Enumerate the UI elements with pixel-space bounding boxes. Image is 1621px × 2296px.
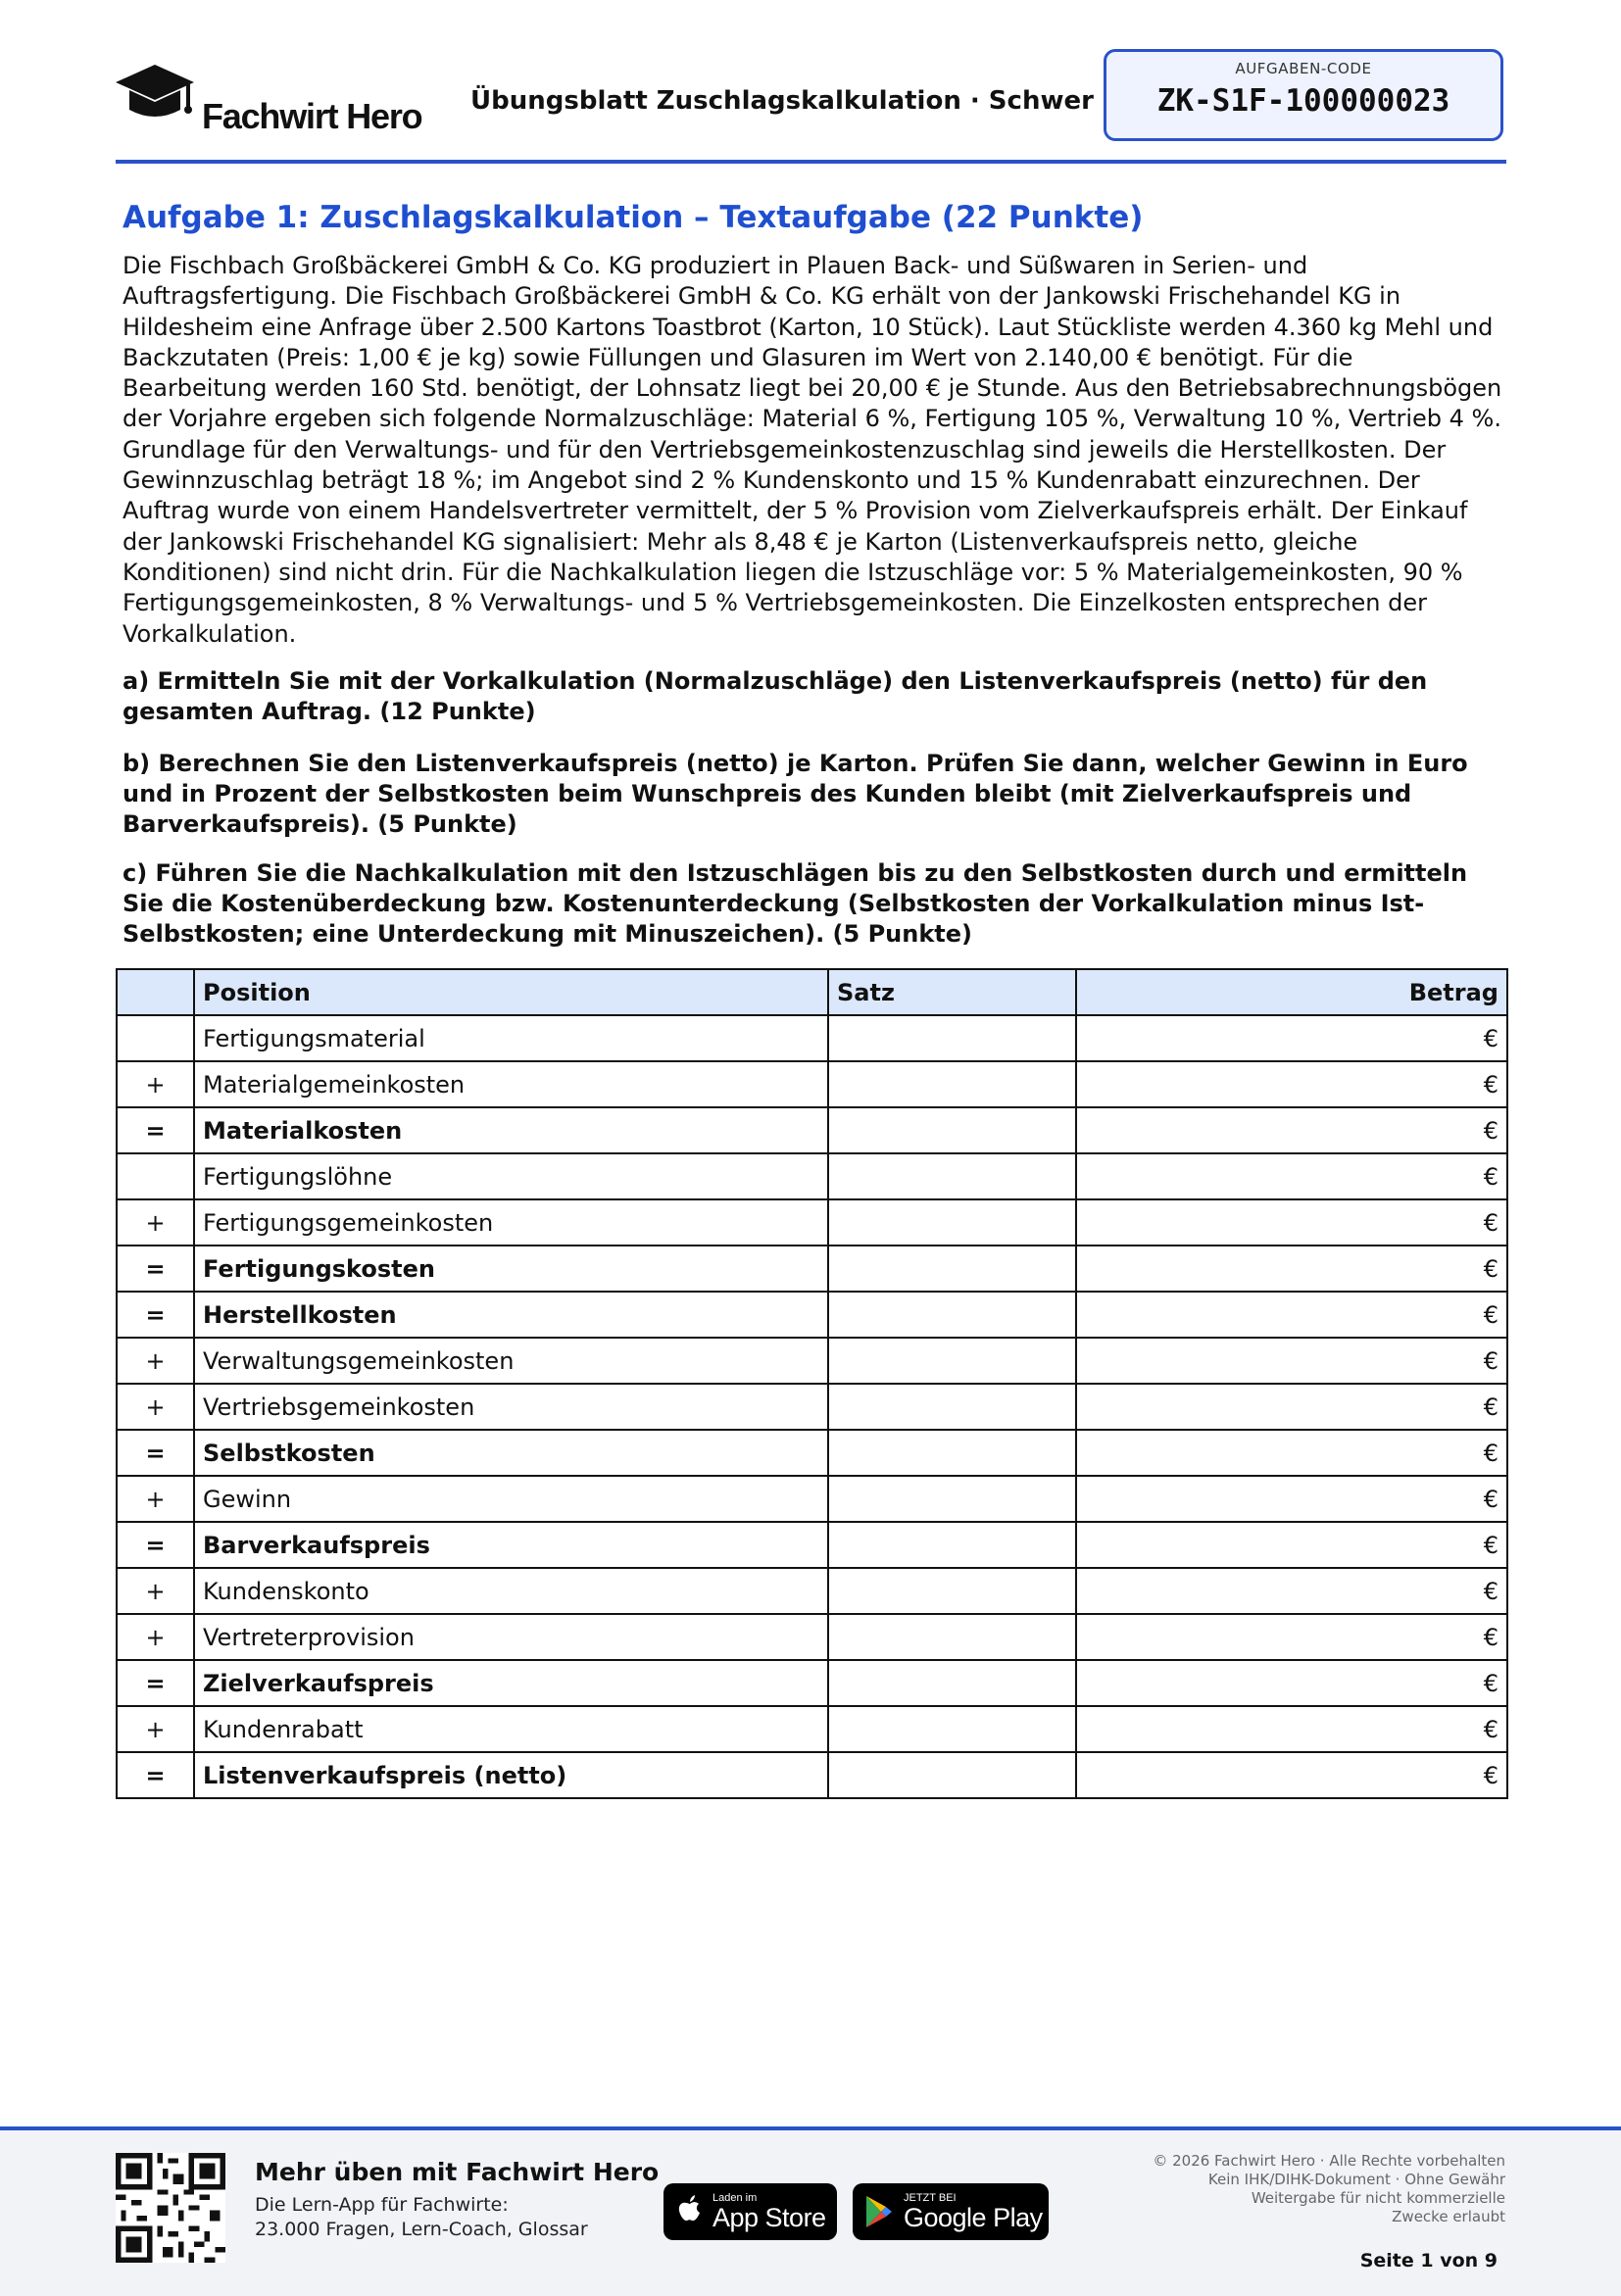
table-row [117, 1061, 1507, 1107]
row-amount-cell[interactable]: € [1076, 1015, 1507, 1061]
row-amount-cell[interactable]: € [1076, 1476, 1507, 1522]
promo-text [255, 2193, 608, 2242]
qr-code-icon[interactable] [116, 2153, 225, 2263]
row-amount-cell[interactable]: € [1076, 1061, 1507, 1107]
row-operator: = [117, 1430, 194, 1476]
row-operator: = [117, 1292, 194, 1338]
row-amount-cell[interactable]: € [1076, 1706, 1507, 1752]
row-rate-cell[interactable] [828, 1660, 1076, 1706]
task-description: Die Fischbach Großbäckerei GmbH & Co. KG produziert in Plauen Back- und Süßwaren in Serien- und Auftragsfertigung. Die Fischbach Großbäckerei GmbH & Co. KG erhält von der Jankowski Frischehandel KG in Hildesheim eine Anfrage über 2.500 Kartons Toastbrot (Karton, 10 Stück). Laut Stückliste werden 4.360 kg Mehl und Backzutaten (Preis: 1,00 € je kg) sowie Füllungen und Glasuren im Wert von 2.140,00 € benötigt. Für die Bearbeitung werden 160 Std. benötigt, der Lohnsatz liegt bei 20,00 € je Stunde. Aus den Betriebsabrechnungsbögen der Vorjahre ergeben sich folgende Normalzuschläge: Material 6 %, Fertigung 105 %, Verwaltung 10 %, Vertrieb 4 %. Grundlage für den Verwaltungs- und für den Vertriebsgemeinkostenzuschlag sind jeweils die Herstellkosten. Der Gewinnzuschlag beträgt 18 %; im Angebot sind 2 % Kundenskonto und 15 % Kundenrabatt einzurechnen. Der Auftrag wurde von einem Handelsvertreter vermittelt, der 5 % Provision vom Zielverkaufspreis erhält. Der Einkauf der Jankowski Frischehandel KG signalisiert: Mehr als 8,48 € je Karton (Listenverkaufspreis netto, gleiche Konditionen) sind nicht drin. Für die Nachkalkulation liegen die Istzuschläge vor: 5 % Materialgemeinkosten, 90 % Fertigungsgemeinkosten, 8 % Verwaltungs- und 5 % Vertriebsgemeinkosten. Die Einzelkosten entsprechen der Vorkalkulation. [123, 252, 1502, 648]
table-row [117, 1384, 1507, 1430]
row-operator: = [117, 1522, 194, 1568]
google-play-button[interactable] [853, 2183, 1049, 2240]
row-operator: + [117, 1706, 194, 1752]
row-amount-cell[interactable]: € [1076, 1752, 1507, 1798]
sheet-title: Übungsblatt Zuschlagskalkulation · Schwer [470, 86, 1094, 116]
row-operator: + [117, 1338, 194, 1384]
row-amount-cell[interactable]: € [1076, 1107, 1507, 1153]
apple-icon [677, 2195, 703, 2226]
task-title: Aufgabe 1: Zuschlagskalkulation – Textaufgabe (22 Punkte) [123, 200, 1144, 235]
row-position: Fertigungskosten [194, 1246, 828, 1292]
google-play-big-text: Google Play [904, 2203, 1043, 2232]
row-amount-cell[interactable]: € [1076, 1153, 1507, 1199]
google-play-icon [864, 2195, 894, 2228]
table-row [117, 1246, 1507, 1292]
row-rate-cell[interactable] [828, 1061, 1076, 1107]
row-rate-cell[interactable] [828, 1199, 1076, 1246]
table-row [117, 1107, 1507, 1153]
table-row [117, 1614, 1507, 1660]
row-position: Verwaltungsgemeinkosten [194, 1338, 828, 1384]
table-row [117, 1338, 1507, 1384]
graduation-cap-icon [116, 65, 194, 129]
row-amount-cell[interactable]: € [1076, 1568, 1507, 1614]
row-rate-cell[interactable] [828, 1384, 1076, 1430]
row-position: Kundenrabatt [194, 1706, 828, 1752]
table-row [117, 1752, 1507, 1798]
promo-line-2: 23.000 Fragen, Lern-Coach, Glossar [255, 2219, 588, 2240]
row-operator: + [117, 1061, 194, 1107]
app-store-small-text: Laden im [712, 2192, 758, 2204]
row-amount-cell[interactable]: € [1076, 1430, 1507, 1476]
table-header-row [117, 969, 1507, 1015]
legal-line-2: Kein IHK/DIHK-Dokument · Ohne Gewähr [1207, 2171, 1505, 2188]
row-position: Gewinn [194, 1476, 828, 1522]
header-position: Position [194, 969, 828, 1015]
row-amount-cell[interactable]: € [1076, 1384, 1507, 1430]
header-divider [116, 160, 1506, 164]
table-row [117, 1199, 1507, 1246]
row-amount-cell[interactable]: € [1076, 1660, 1507, 1706]
subtask-c: c) Führen Sie die Nachkalkulation mit den Istzuschlägen bis zu den Selbstkosten durch und ermitteln Sie die Kostenüberdeckung bzw. Kostenunterdeckung (Selbstkosten der Vorkalkulation minus Ist-Selbstkosten; eine Unterdeckung mit Minuszeichen). (5 Punkte) [123, 859, 1468, 948]
row-operator: = [117, 1752, 194, 1798]
row-rate-cell[interactable] [828, 1015, 1076, 1061]
row-amount-cell[interactable]: € [1076, 1246, 1507, 1292]
row-amount-cell[interactable]: € [1076, 1338, 1507, 1384]
page-number: Seite 1 von 9 [1359, 2250, 1498, 2272]
row-operator [117, 1015, 194, 1061]
brand-name: Fachwirt Hero [202, 96, 422, 136]
row-operator: + [117, 1614, 194, 1660]
row-position: Listenverkaufspreis (netto) [194, 1752, 828, 1798]
table-row [117, 1660, 1507, 1706]
row-operator: + [117, 1199, 194, 1246]
row-position: Fertigungsgemeinkosten [194, 1199, 828, 1246]
app-store-button[interactable] [663, 2183, 837, 2240]
row-position: Herstellkosten [194, 1292, 828, 1338]
brand-logo [116, 65, 449, 136]
task-code-label: AUFGABEN-CODE [1235, 60, 1372, 77]
google-play-small-text: JETZT BEI [904, 2192, 957, 2204]
row-rate-cell[interactable] [828, 1338, 1076, 1384]
row-rate-cell[interactable] [828, 1107, 1076, 1153]
row-position: Fertigungsmaterial [194, 1015, 828, 1061]
page-header [116, 49, 1506, 163]
row-amount-cell[interactable]: € [1076, 1199, 1507, 1246]
row-position: Vertreterprovision [194, 1614, 828, 1660]
table-row [117, 1476, 1507, 1522]
row-amount-cell[interactable]: € [1076, 1522, 1507, 1568]
row-position: Zielverkaufspreis [194, 1660, 828, 1706]
header-operator [117, 969, 194, 1015]
header-amount: Betrag [1076, 969, 1507, 1015]
row-operator: = [117, 1246, 194, 1292]
legal-line-4: Zwecke erlaubt [1392, 2208, 1505, 2225]
task-code-box [1104, 49, 1503, 141]
row-operator [117, 1153, 194, 1199]
row-operator: = [117, 1107, 194, 1153]
row-rate-cell[interactable] [828, 1614, 1076, 1660]
row-rate-cell[interactable] [828, 1246, 1076, 1292]
row-rate-cell[interactable] [828, 1476, 1076, 1522]
app-store-big-text: App Store [712, 2203, 826, 2232]
table-row [117, 1015, 1507, 1061]
row-rate-cell[interactable] [828, 1706, 1076, 1752]
header-rate: Satz [828, 969, 1076, 1015]
table-row [117, 1292, 1507, 1338]
row-position: Fertigungslöhne [194, 1153, 828, 1199]
row-position: Materialgemeinkosten [194, 1061, 828, 1107]
subtask-a: a) Ermitteln Sie mit der Vorkalkulation (Normalzuschläge) den Listenverkaufspreis (netto) für den gesamten Auftrag. (12 Punkte) [123, 667, 1428, 725]
promo-title: Mehr üben mit Fachwirt Hero [255, 2158, 660, 2186]
row-operator: = [117, 1660, 194, 1706]
row-position: Barverkaufspreis [194, 1522, 828, 1568]
table-row [117, 1568, 1507, 1614]
legal-line-1: © 2026 Fachwirt Hero · Alle Rechte vorbehalten [1153, 2152, 1505, 2170]
row-position: Selbstkosten [194, 1430, 828, 1476]
row-rate-cell[interactable] [828, 1153, 1076, 1199]
row-amount-cell[interactable]: € [1076, 1614, 1507, 1660]
table-row [117, 1153, 1507, 1199]
row-position: Vertriebsgemeinkosten [194, 1384, 828, 1430]
table-row [117, 1706, 1507, 1752]
legal-line-3: Weitergabe für nicht kommerzielle [1251, 2189, 1505, 2207]
row-position: Kundenskonto [194, 1568, 828, 1614]
subtask-b: b) Berechnen Sie den Listenverkaufspreis (netto) je Karton. Prüfen Sie dann, welcher Gewinn in Euro und in Prozent der Selbstkosten beim Wunschpreis des Kunden bleibt (mit Zielverkaufspreis und Barverkaufspreis). (5 Punkte) [123, 750, 1468, 838]
table-row [117, 1430, 1507, 1476]
legal-notice [1074, 2152, 1505, 2226]
task-code-value: ZK-S1F-100000023 [1156, 83, 1450, 119]
row-operator: + [117, 1568, 194, 1614]
row-position: Materialkosten [194, 1107, 828, 1153]
row-rate-cell[interactable] [828, 1430, 1076, 1476]
table-row [117, 1522, 1507, 1568]
row-rate-cell[interactable] [828, 1752, 1076, 1798]
row-rate-cell[interactable] [828, 1292, 1076, 1338]
calculation-table [116, 968, 1508, 1799]
row-operator: + [117, 1476, 194, 1522]
promo-line-1: Die Lern-App für Fachwirte: [255, 2194, 509, 2216]
row-amount-cell[interactable]: € [1076, 1292, 1507, 1338]
row-rate-cell[interactable] [828, 1522, 1076, 1568]
row-rate-cell[interactable] [828, 1568, 1076, 1614]
row-operator: + [117, 1384, 194, 1430]
